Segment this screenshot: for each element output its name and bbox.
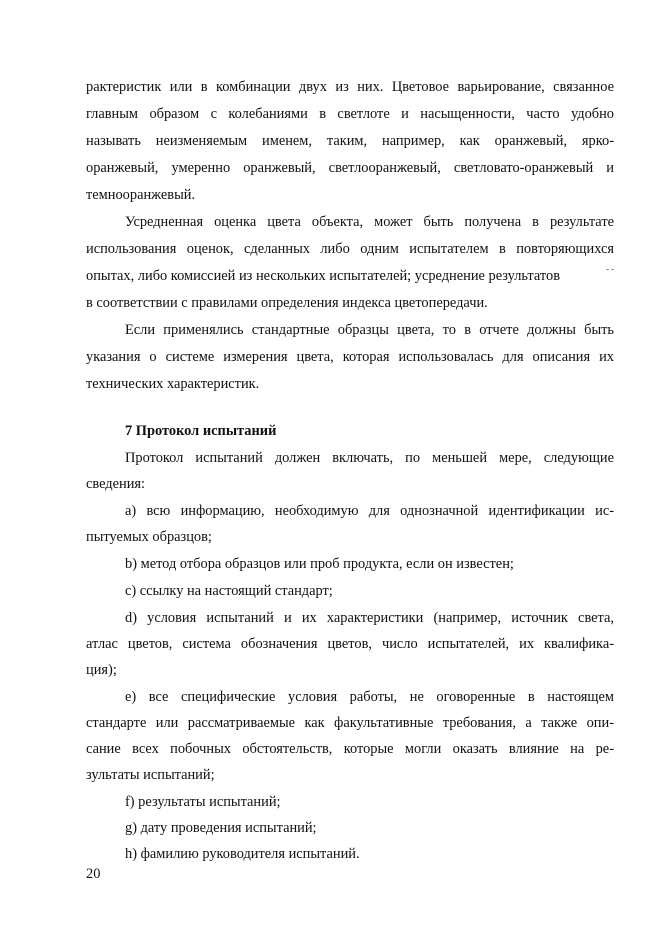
paragraph-1-line-1: рактеристик или в комбинации двух из них. Цветовое варьирование, связанное <box>86 79 614 95</box>
list-item-g: g) дату проведения испытаний; <box>125 820 317 836</box>
paragraph-1-line-3: называть неизменяемым именем, таким, например, как оранжевый, ярко- <box>86 133 614 149</box>
list-item-d-line-1: d) условия испытаний и их характеристики (например, источник света, <box>125 610 614 626</box>
section-intro-line-2: сведения: <box>86 476 146 492</box>
list-item-a-line-1: а) всю информацию, необходимую для однозначной идентификации ис- <box>125 503 614 519</box>
list-item-e-line-1: е) все специфические условия работы, не оговоренные в настоящем <box>125 689 614 705</box>
paragraph-2-line-3: опытах, либо комиссией из нескольких испытателей; усреднение результатов <box>86 268 560 284</box>
paragraph-1-line-5: темнооранжевый. <box>86 187 196 203</box>
paragraph-3-line-3: технических характеристик. <box>86 376 260 392</box>
paragraph-2-line-1: Усредненная оценка цвета объекта, может быть получена в результате <box>125 214 614 230</box>
section-heading: 7 Протокол испытаний <box>125 423 277 439</box>
list-item-e-line-3: сание всех побочных обстоятельств, которые могли оказать влияние на ре- <box>86 741 614 757</box>
paragraph-2-line-2: использования оценок, сделанных либо одним испытателем в повторяющихся <box>86 241 614 257</box>
paragraph-1-line-4: оранжевый, умеренно оранжевый, светлооранжевый, светловато-оранжевый и <box>86 160 614 176</box>
list-item-c: с) ссылку на настоящий стандарт; <box>125 583 333 599</box>
paragraph-3-line-1: Если применялись стандартные образцы цвета, то в отчете должны быть <box>125 322 614 338</box>
page-number: 20 <box>86 866 101 882</box>
list-item-d-line-2: атлас цветов, система обозначения цветов, число испытателей, их квалифика- <box>86 636 614 652</box>
list-item-e-line-2: стандарте или рассматриваемые как факультативные требования, а также опи- <box>86 715 614 731</box>
paragraph-1-line-2: главным образом с колебаниями в светлоте и насыщенности, часто удобно <box>86 106 614 122</box>
list-item-e-line-4: зультаты испытаний; <box>86 767 215 783</box>
list-item-a-line-2: пытуемых образцов; <box>86 529 212 545</box>
paragraph-3-line-2: указания о системе измерения цвета, которая использовалась для описания их <box>86 349 614 365</box>
list-item-h: h) фамилию руководителя испытаний. <box>125 846 360 862</box>
list-item-d-line-3: ция); <box>86 662 117 678</box>
list-item-b: b) метод отбора образцов или проб продукта, если он известен; <box>125 556 514 572</box>
list-item-f: f) результаты испытаний; <box>125 794 281 810</box>
paragraph-2-line-4: в соответствии с правилами определения индекса цветопередачи. <box>86 295 488 311</box>
section-intro-line-1: Протокол испытаний должен включать, по меньшей мере, следующие <box>125 450 614 466</box>
scan-artifact-mark <box>606 269 614 272</box>
